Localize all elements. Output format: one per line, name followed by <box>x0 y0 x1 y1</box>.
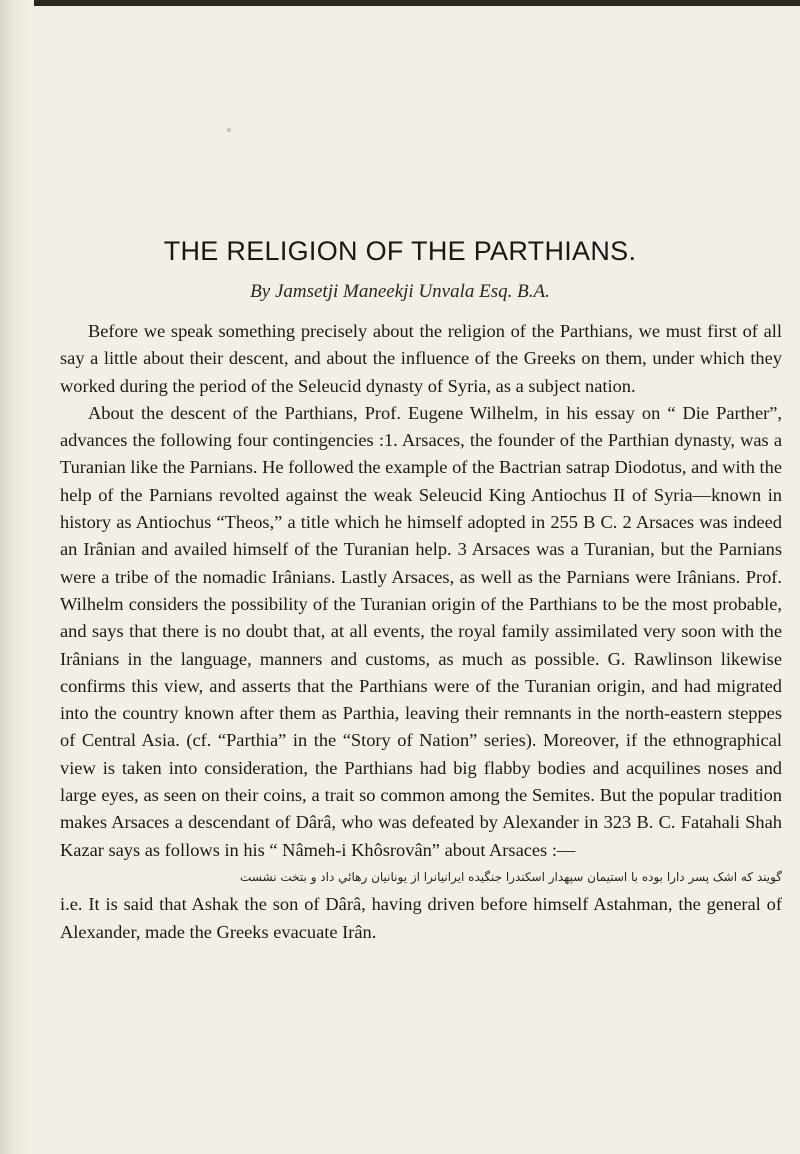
paragraph-intro: Before we speak something precisely about the religion of the Parthians, we must first of all say a little about their descent, and about the influence of the Greeks on them, under which they worked during the period of the Seleucid dynasty of Syria, as a subject nation. <box>60 321 782 396</box>
persian-quotation: گويند که اشک پسر دارا بوده با استيمان سپهدار اسکندرا جنگيده ايرانيانرا از يونانيان رهائي داد و بتخت نشست <box>240 869 782 884</box>
paper-speck <box>227 128 231 132</box>
article-title: THE RELIGION OF THE PARTHIANS. <box>163 236 637 266</box>
page-top-edge <box>0 0 800 6</box>
paragraph-descent: About the descent of the Parthians, Prof. Eugene Wilhelm, in his essay on “ Die Parther”, advances the following four contingencies :1. Arsaces, the founder of the Parthian dynasty, was a Turanian like the Parnians. He followed the example of the Bactrian satrap Diodotus, and with the help of the Parnians revolted against the weak Seleucid King Antiochus II of Syria—known in history as Antiochus “Theos,” a title which he himself adopted in 255 B C. 2 Arsaces was indeed an Irânian and availed himself of the Turanian help. 3 Arsaces was a Turanian, but the Parnians were a tribe of the nomadic Irânians. Lastly Arsaces, as well as the Parnians were Irânians. Prof. Wilhelm considers the possibility of the Turanian origin of the Parthians to be the most probable, and says that there is no doubt that, at all events, the royal family assimilated very soon with the Irânians in the language, manners and customs, as much as possible. G. Rawlinson likewise confirms this view, and asserts that the Parthians were of the Turanian origin, and had migrated into the country known after them as Parthia, leaving their remnants in the north-eastern steppes of Central Asia. (cf. “Parthia” in the “Story of Nation” series). Moreover, if the ethnographical view is taken into consideration, the Parthians had big flabby bodies and acquilines noses and large eyes, as seen on their coins, a trait so common among the Semites. But the popular tradition makes Arsaces a descendant of Dârâ, who was defeated by Alexander in 323 B. C. Fatahali Shah Kazar says as follows in his “ Nâmeh-i Khôsrovân” about Arsaces :— <box>60 402 782 860</box>
article-byline: By Jamsetji Maneekji Unvala Esq. B.A. <box>250 281 550 302</box>
page-left-edge <box>0 0 34 1154</box>
paragraph-translation: i.e. It is said that Ashak the son of Dârâ, having driven before himself Astahman, the general of Alexander, made the Greeks evacuate Irân. <box>60 894 782 942</box>
article-body <box>60 318 782 946</box>
